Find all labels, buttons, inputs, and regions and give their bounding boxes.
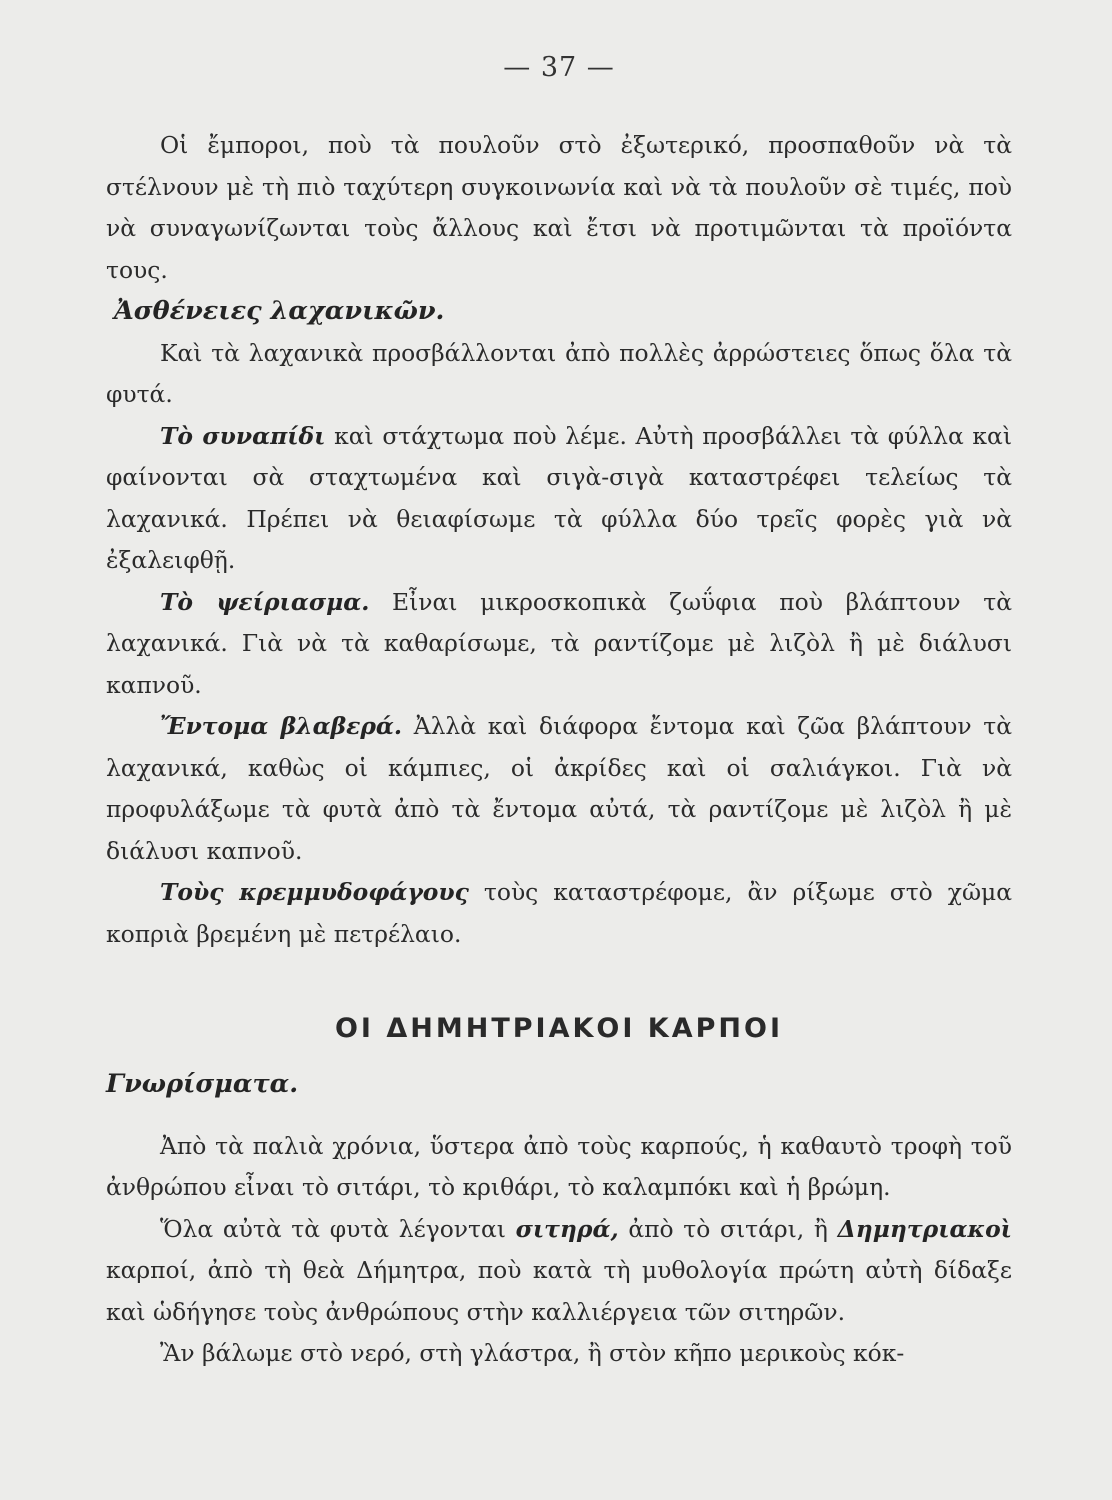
paragraph-exporters: Οἱ ἔμποροι, ποὺ τὰ πουλοῦν στὸ ἐξωτερικό, προσπαθοῦν νὰ τὰ στέλνουν μὲ τὴ πιὸ ταχύτερη συγκοινωνία καὶ νὰ τὰ πουλοῦν σὲ τιμές, ποὺ νὰ συναγωνίζωνται τοὺς ἄλλους καὶ ἔτσι νὰ προτιμῶνται τὰ προϊόντα τους. xyxy=(106,131,1012,284)
term-dimitriakoi: Δημητριακοὶ xyxy=(837,1214,1012,1243)
paragraph-sowing: Ἂν βάλωμε στὸ νερό, στὴ γλάστρα, ἢ στὸν κῆπο μερικοὺς κόκ- xyxy=(160,1339,905,1367)
paragraph-harmful-insects xyxy=(106,706,1012,872)
paragraph-diseases-intro: Καὶ τὰ λαχανικὰ προσβάλλονται ἀπὸ πολλὲς ἀρρώστειες ὅπως ὅλα τὰ φυτά. xyxy=(106,338,1012,408)
paragraph-staple-food: Ἀπὸ τὰ παλιὰ χρόνια, ὕστερα ἀπὸ τοὺς καρπούς, ἡ καθαυτὸ τροφὴ τοῦ ἀνθρώπου εἶναι τὸ σιτάρι, τὸ κριθάρι, τὸ καλαμπόκι καὶ ἡ βρώμη. xyxy=(106,1131,1012,1201)
paragraph-onion-eaters xyxy=(106,872,1012,955)
paragraph-cereals-naming xyxy=(106,1209,1012,1334)
term-sitira: σιτηρά, xyxy=(515,1214,619,1243)
chapter-title: ΟΙ ΔΗΜΗΤΡΙΑΚΟΙ ΚΑΡΠΟΙ xyxy=(334,1013,784,1044)
term-lice: Τὸ ψείριασμα. xyxy=(160,587,370,616)
paragraph-lice xyxy=(106,582,1012,707)
paragraph-mildew xyxy=(106,416,1012,582)
term-harmful-insects: Ἔντομα βλαβερά. xyxy=(160,712,403,740)
cereals-text-c: ἀπὸ τὸ σιτάρι, ἢ xyxy=(618,1214,838,1243)
cereals-text-e: καρποί, ἀπὸ τὴ θεὰ Δήμητρα, ποὺ κατὰ τὴ μυθολογία πρώτη αὐτὴ δίδαξε καὶ ὡδήγησε τοὺς ἀνθρώπους στὴν καλλιέργεια τῶν σιτηρῶν. xyxy=(106,1256,1012,1326)
cereals-text-a: Ὅλα αὐτὰ τὰ φυτὰ λέγονται xyxy=(160,1214,516,1243)
term-onion-eaters: Τοὺς κρεμμυδοφάγους xyxy=(160,878,469,906)
harmful-insects-text: Ἀλλὰ καὶ διάφορα ἔντομα καὶ ζῶα βλάπτουν τὰ λαχανικά, καθὼς οἱ κάμπιες, οἱ ἀκρίδες καὶ οἱ σαλιάγκοι. Γιὰ νὰ προφυλάξωμε τὰ φυτὰ ἀπὸ τὰ ἔντομα αὐτά, τὰ ραντίζομε μὲ λιζὸλ ἢ μὲ διάλυσι καπνοῦ. xyxy=(106,712,1012,865)
heading-features: Γνωρίσματα. xyxy=(106,1069,299,1099)
heading-vegetable-diseases: Ἀσθένειες λαχανικῶν. xyxy=(114,296,445,326)
page-number: — 37 — xyxy=(503,52,615,83)
lice-text: Εἶναι μικροσκοπικὰ ζωΰφια ποὺ βλάπτουν τὰ λαχανικά. Γιὰ νὰ τὰ καθαρίσωμε, τὰ ραντίζομε μὲ λιζὸλ ἢ μὲ διάλυσι καπνοῦ. xyxy=(106,587,1013,699)
mildew-text: καὶ στάχτωμα ποὺ λέμε. Αὐτὴ προσβάλλει τὰ φύλλα καὶ φαίνονται σὰ σταχτωμένα καὶ σιγὰ-σιγὰ καταστρέφει τελείως τὰ λαχανικά. Πρέπει νὰ θειαφίσωμε τὰ φύλλα δύο τρεῖς φορὲς γιὰ νὰ ἐξαλειφθῇ. xyxy=(106,421,1012,574)
term-mildew: Τὸ συναπίδι xyxy=(160,421,326,450)
onion-eaters-text: τοὺς καταστρέφομε, ἂν ρίξωμε στὸ χῶμα κοπριὰ βρεμένη μὲ πετρέλαιο. xyxy=(106,878,1013,948)
